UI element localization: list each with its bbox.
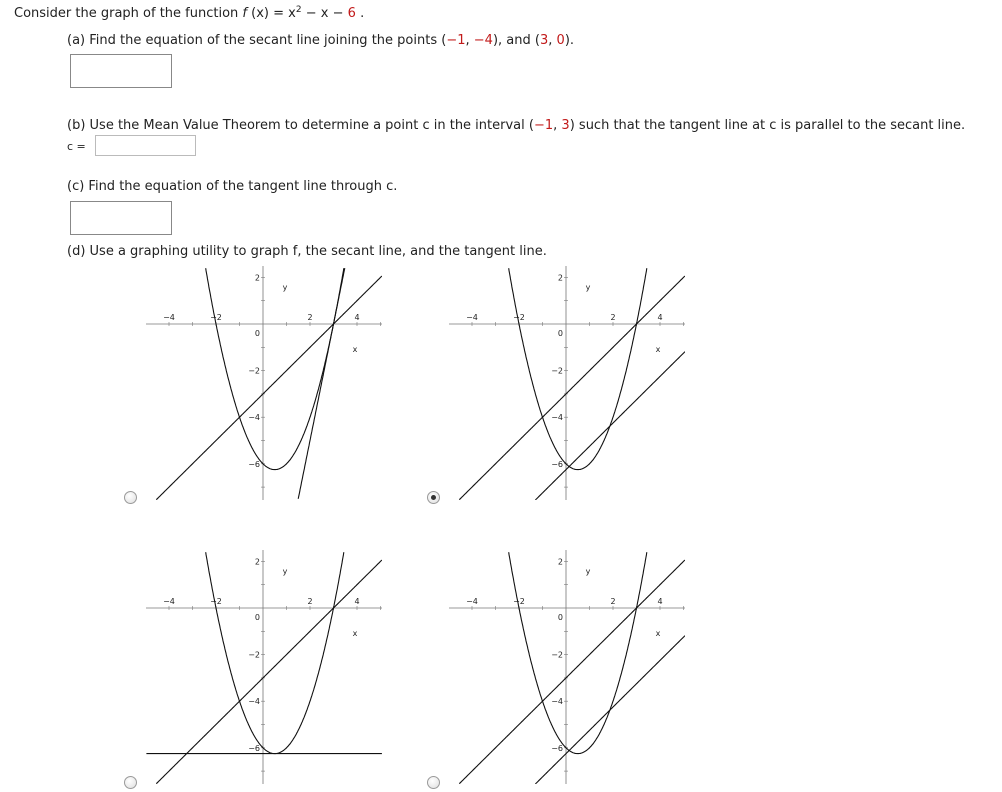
y-tick-label: −2 [551,366,563,376]
x-axis-label: x [352,344,358,354]
y-tick-label: 2 [254,557,260,567]
secant-line [156,560,382,784]
tangent-line [298,268,345,499]
x-tick-label: 4 [354,313,360,322]
y-tick-label: −4 [551,697,563,707]
y-tick-label: −2 [248,650,260,660]
graph-option-4[interactable] [449,550,685,784]
question-intro: Consider the graph of the function f $(x) = x^2 - x - 6$ . [14,5,365,21]
x-tick-label: −4 [466,313,478,322]
y-tick-label: −4 [248,413,260,423]
secant-line [459,560,685,784]
part-a-text: (a) Find the equation of the secant line joining the points (−1, −4), and (3, 0). [67,33,575,48]
x-tick-label: −2 [513,597,525,606]
part-b-text: (b) Use the Mean Value Theorem to determine a point c in the interval (−1, 3) such that the tangent line at c is parallel to the secant line. [67,118,966,133]
y-axis-label: y [282,567,288,576]
c-input[interactable] [95,135,196,156]
y-tick-label: 2 [557,273,563,283]
secant-line [156,276,382,500]
y-tick-label: 2 [254,273,260,283]
y-tick-label: 0 [254,329,260,338]
part-c-answer-box[interactable] [70,201,172,235]
part-a-answer-box[interactable] [70,54,172,88]
graph-option-3[interactable] [146,550,382,784]
part-d-text: (d) Use a graphing utility to graph f, the secant line, and the tangent line. [67,244,547,259]
y-tick-label: −2 [248,366,260,376]
x-tick-label: −2 [513,313,525,322]
function-name: f [242,6,247,21]
graph-option-2[interactable] [449,266,685,500]
parabola [206,552,344,753]
parabola [509,552,647,753]
y-axis-label: y [585,567,591,576]
parabola [206,268,344,469]
x-tick-label: −2 [210,313,222,322]
y-tick-label: 2 [557,557,563,567]
y-tick-label: −6 [248,743,260,753]
x-axis-label: x [655,344,661,354]
c-label: c = [67,140,86,153]
y-tick-label: 0 [557,613,563,622]
x-tick-label: 2 [307,313,313,322]
y-tick-label: 0 [557,329,563,338]
x-axis-label: x [352,628,358,638]
x-tick-label: 2 [610,597,616,606]
x-tick-label: 4 [657,313,663,322]
y-tick-label: −2 [551,650,563,660]
secant-line [459,276,685,500]
radio-option-1[interactable] [124,491,137,504]
radio-option-3[interactable] [124,776,137,789]
y-tick-label: −4 [551,413,563,423]
parabola [509,268,647,469]
x-tick-label: 4 [657,597,663,606]
x-tick-label: −2 [210,597,222,606]
x-axis-label: x [655,628,661,638]
x-tick-label: 2 [610,313,616,322]
x-tick-label: −4 [163,313,175,322]
x-tick-label: 2 [307,597,313,606]
y-tick-label: −6 [551,459,563,469]
y-axis-label: y [585,283,591,292]
x-tick-label: 4 [354,597,360,606]
radio-option-2[interactable] [427,491,440,504]
y-tick-label: −4 [248,697,260,707]
x-tick-label: −4 [466,597,478,606]
y-tick-label: −6 [551,743,563,753]
y-tick-label: 0 [254,613,260,622]
part-c-text: (c) Find the equation of the tangent line through c. [67,179,398,194]
x-tick-label: −4 [163,597,175,606]
radio-option-4[interactable] [427,776,440,789]
y-axis-label: y [282,283,288,292]
y-tick-label: −6 [248,459,260,469]
graph-option-1[interactable] [146,266,382,500]
